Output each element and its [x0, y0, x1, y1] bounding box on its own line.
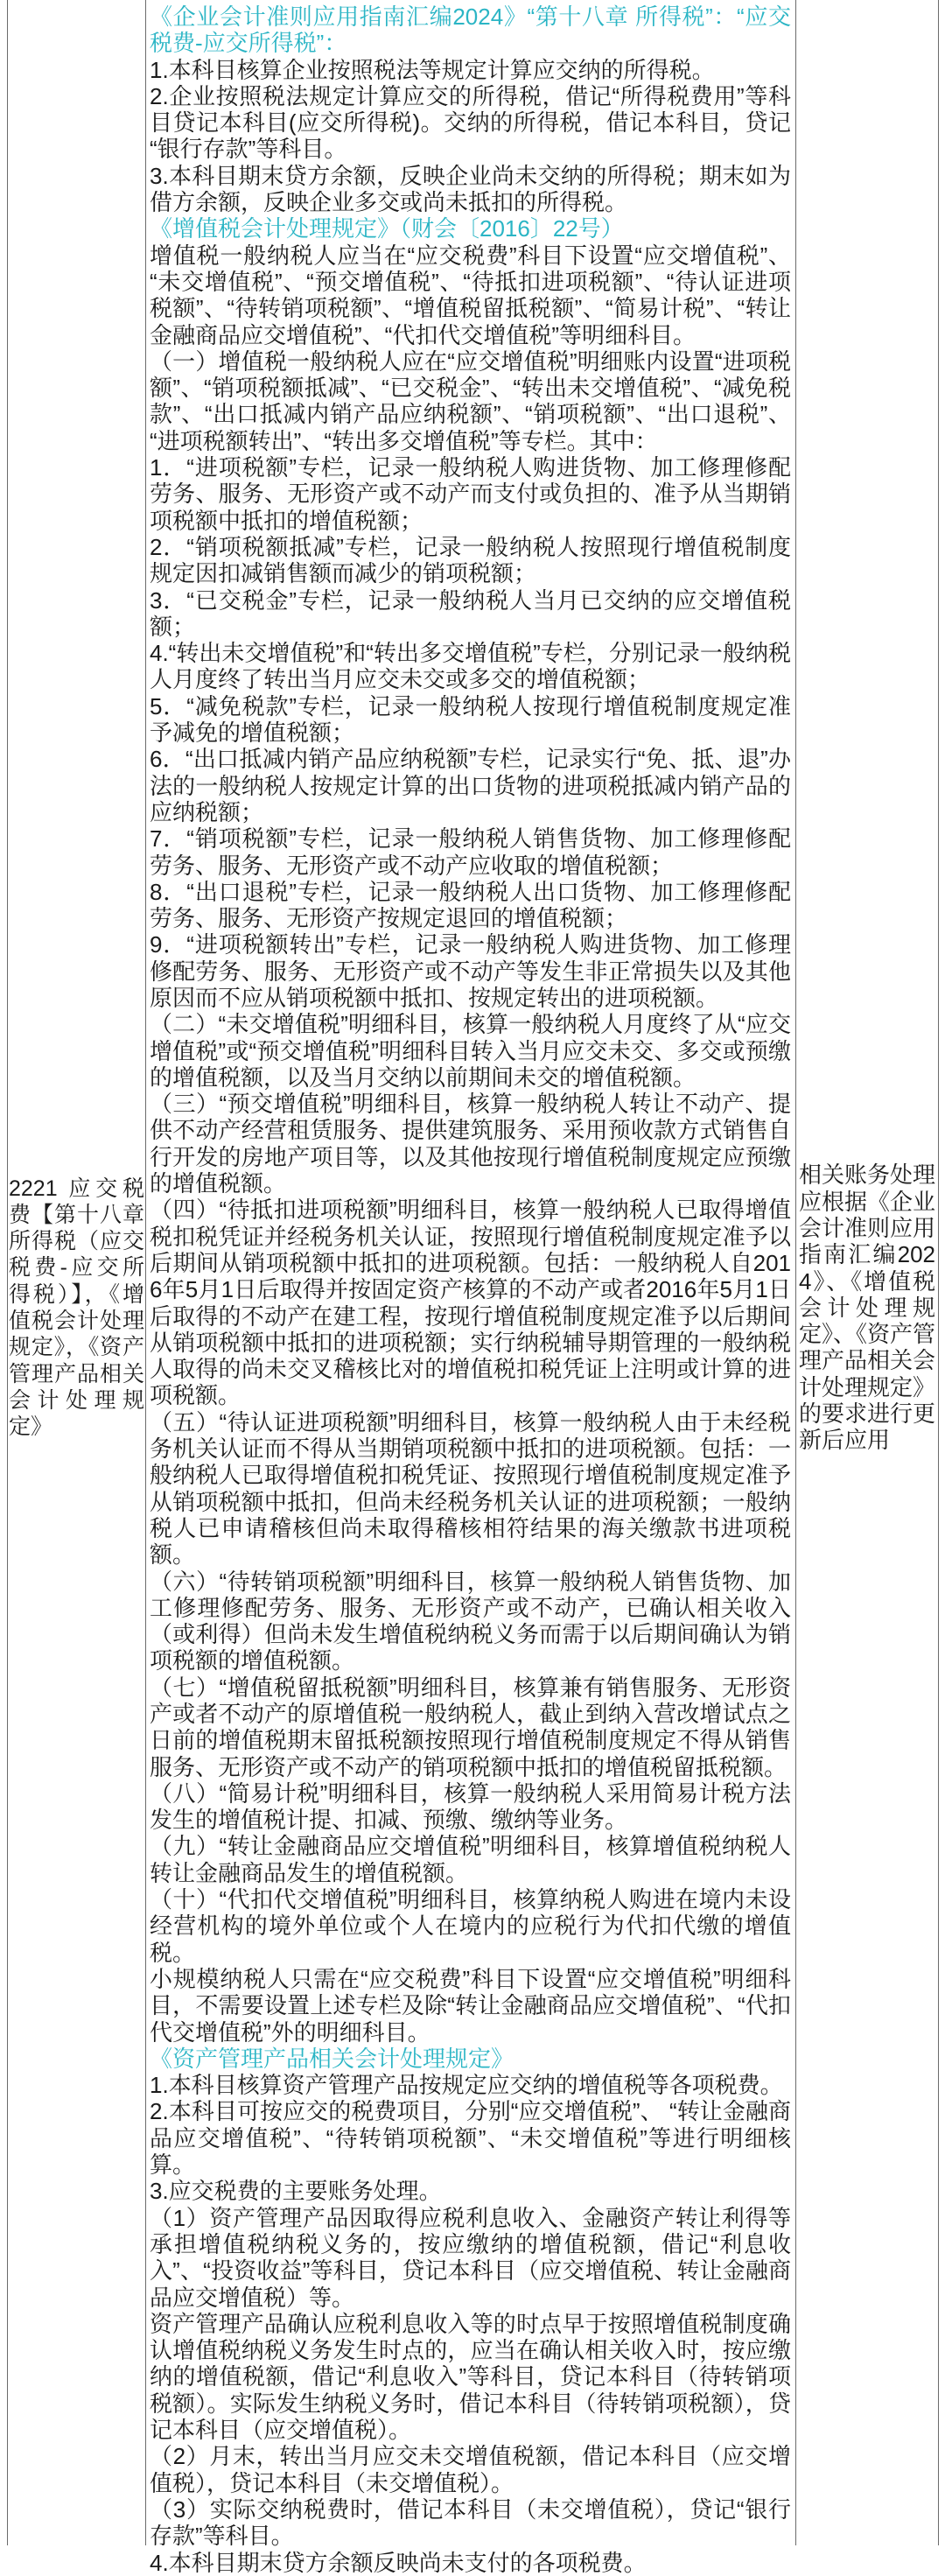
body-paragraph: 1．“进项税额”专栏，记录一般纳税人购进货物、加工修理修配劳务、服务、无形资产或不动产而支付或负担的、准予从当期销项税额中抵扣的增值税额； — [150, 454, 791, 534]
body-paragraph: 5．“减免税款”专栏，记录一般纳税人按现行增值税制度规定准予减免的增值税额； — [150, 692, 791, 747]
account-code-text: 2221 应交税费【第十八章 所得税（应交税费-应交所得税）】，《增值税会计处理规定》，《资产管理产品相关会计处理规定》 — [9, 1176, 144, 1440]
body-paragraph: 2.本科目可按应交的税费项目，分别“应交增值税”、 “转让金融商品应交增值税”、“待转销项税额”、“未交增值税”等进行明细核算。 — [150, 2098, 791, 2179]
body-paragraph: 7．“销项税额”专栏，记录一般纳税人销售货物、加工修理修配劳务、服务、无形资产或不动产应收取的增值税额； — [150, 825, 791, 879]
body-paragraph: （四）“待抵扣进项税额”明细科目，核算一般纳税人已取得增值税扣税凭证并经税务机关认证，按照现行增值税制度规定准予以后期间从销项税额中抵扣的进项税额。包括：一般纳税人自2016年5月1日后取得并按固定资产核算的不动产或者2016年5月1日后取得的不动产在建工程，按现行增值税制度规定准予以后期间从销项税额中抵扣的进项税额；实行纳税辅导期管理的一般纳税人取得的尚未交叉稽核比对的增值税扣税凭证上注明或计算的进项税额。 — [150, 1197, 791, 1409]
body-paragraph: 8．“出口退税”专栏，记录一般纳税人出口货物、加工修理修配劳务、服务、无形资产按规定退回的增值税额； — [150, 878, 791, 932]
regulation-content-cell — [146, 0, 795, 2576]
body-paragraph: 3．“已交税金”专栏，记录一般纳税人当月已交纳的应交增值税额； — [150, 586, 791, 640]
body-paragraph: （1）资产管理产品因取得应税利息收入、金融资产转让利得等承担增值税纳税义务的，按应缴纳的增值税额，借记“利息收入”、“投资收益”等科目，贷记本科目（应交增值税、转让金融商品应交增值税）等。 — [150, 2204, 791, 2311]
body-paragraph: （二）“未交增值税”明细科目，核算一般纳税人月度终了从“应交增值税”或“预交增值税”明细科目转入当月应交未交、多交或预缴的增值税额，以及当月交纳以前期间未交的增值税额。 — [150, 1011, 791, 1091]
body-paragraph: （2）月末，转出当月应交未交增值税额，借记本科目（应交增值税），贷记本科目（未交增值税）。 — [150, 2443, 791, 2496]
body-paragraph: （七）“增值税留抵税额”明细科目，核算兼有销售服务、无形资产或者不动产的原增值税一般纳税人，截止到纳入营改增试点之日前的增值税期末留抵税额按照现行增值税制度规定不得从销售服务、无形资产或不动产的销项税额中抵扣的增值税留抵税额。 — [150, 1674, 791, 1780]
body-paragraph: 4.本科目期末贷方余额反映尚未支付的各项税费。 — [150, 2549, 647, 2576]
body-paragraph: （六）“待转销项税额”明细科目，核算一般纳税人销售货物、加工修理修配劳务、服务、无形资产或不动产，已确认相关收入（或利得）但尚未发生增值税纳税义务而需于以后期间确认为销项税额的增值税额。 — [150, 1568, 791, 1674]
body-paragraph: 3.本科目期末贷方余额，反映企业尚未交纳的所得税；期末如为借方余额，反映企业多交或尚未抵扣的所得税。 — [150, 162, 791, 216]
body-paragraph: （一）增值税一般纳税人应在“应交增值税”明细账内设置“进项税额”、“销项税额抵减”、“已交税金”、“转出未交增值税”、“减免税款”、“出口抵减内销产品应纳税额”、“销项税额”、“出口退税”、“进项税额转出”、“转出多交增值税”等专栏。其中： — [150, 347, 791, 454]
body-paragraph: 1.本科目核算资产管理产品按规定应交纳的增值税等各项税费。 — [150, 2072, 783, 2099]
body-paragraph: （五）“待认证进项税额”明细科目，核算一般纳税人由于未经税务机关认证而不得从当期销项税额中抵扣的进项税额。包括：一般纳税人已取得增值税扣税凭证、按照现行增值税制度规定准予从销项税额中抵扣，但尚未经税务机关认证的进项税额；一般纳税人已申请稽核但尚未取得稽核相符结果的海关缴款书进项税额。 — [150, 1408, 791, 1569]
body-paragraph: （八）“简易计税”明细科目，核算一般纳税人采用简易计税方法发生的增值税计提、扣减、预缴、缴纳等业务。 — [150, 1779, 791, 1834]
account-code-cell — [8, 0, 146, 2545]
body-paragraph: （3）实际交纳税费时，借记本科目（未交增值税），贷记“银行存款”等科目。 — [150, 2495, 791, 2550]
body-paragraph: 1.本科目核算企业按照税法等规定计算应交纳的所得税。 — [150, 56, 715, 83]
body-paragraph: 9．“进项税额转出”专栏，记录一般纳税人购进货物、加工修理修配劳务、服务、无形资产或不动产等发生非正常损失以及其他原因而不应从销项税额中抵扣、按规定转出的进项税额。 — [150, 931, 791, 1011]
regulation-heading: 《增值税会计处理规定》（财会〔2016〕22号） — [150, 215, 624, 242]
body-paragraph: 小规模纳税人只需在“应交税费”科目下设置“应交增值税”明细科目，不需要设置上述专栏及除“转让金融商品应交增值税”、“代扣代交增值税”外的明细科目。 — [150, 1965, 791, 2046]
body-paragraph: 2.企业按照税法规定计算应交的所得税，借记“所得税费用”等科目贷记本科目(应交所得税)。交纳的所得税，借记本科目，贷记“银行存款”等科目。 — [150, 82, 791, 163]
body-paragraph: 4.“转出未交增值税”和“转出多交增值税”专栏，分别记录一般纳税人月度终了转出当月应交未交或多交的增值税额； — [150, 640, 791, 693]
regulation-heading: 《企业会计准则应用指南汇编2024》“第十八章 所得税”：“应交税费-应交所得税”： — [150, 4, 791, 57]
update-note-cell — [795, 0, 938, 2545]
body-paragraph: （三）“预交增值税”明细科目，核算一般纳税人转让不动产、提供不动产经营租赁服务、提供建筑服务、采用预收款方式销售自行开发的房地产项目等，以及其他按现行增值税制度规定应预缴的增值税额。 — [150, 1091, 791, 1197]
tax-regulation-table-row — [7, 0, 939, 2576]
body-paragraph: （九）“转让金融商品应交增值税”明细科目，核算增值税纳税人转让金融商品发生的增值税额。 — [150, 1833, 791, 1886]
body-paragraph: 增值税一般纳税人应当在“应交税费”科目下设置“应交增值税”、“未交增值税”、“预交增值税”、“待抵扣进项税额”、“待认证进项税额”、“待转销项税额”、“增值税留抵税额”、“简易计税”、“转让金融商品应交增值税”、“代扣代交增值税”等明细科目。 — [150, 242, 791, 348]
body-paragraph: 2．“销项税额抵减”专栏，记录一般纳税人按照现行增值税制度规定因扣减销售额而减少的销项税额； — [150, 533, 791, 587]
update-note-text: 相关账务处理应根据《企业会计准则应用指南汇编2024》、《增值税会计处理规定》、《资产管理产品相关会计处理规定》的要求进行更新后应用 — [799, 1162, 936, 1454]
body-paragraph: 资产管理产品确认应税利息收入等的时点早于按照增值税制度确认增值税纳税义务发生时点的，应当在确认相关收入时，按应缴纳的增值税额，借记“利息收入”等科目，贷记本科目（待转销项税额）。实际发生纳税义务时，借记本科目（待转销项税额），贷记本科目（应交增值税）。 — [150, 2310, 791, 2444]
body-paragraph: 3.应交税费的主要账务处理。 — [150, 2178, 442, 2205]
body-paragraph: 6．“出口抵减内销产品应纳税额”专栏，记录实行“免、抵、退”办法的一般纳税人按规定计算的出口货物的进项税抵减内销产品的应纳税额； — [150, 746, 791, 825]
regulation-heading: 《资产管理产品相关会计处理规定》 — [150, 2045, 514, 2072]
body-paragraph: （十）“代扣代交增值税”明细科目，核算纳税人购进在境内未设经营机构的境外单位或个人在境内的应税行为代扣代缴的增值税。 — [150, 1886, 791, 1966]
